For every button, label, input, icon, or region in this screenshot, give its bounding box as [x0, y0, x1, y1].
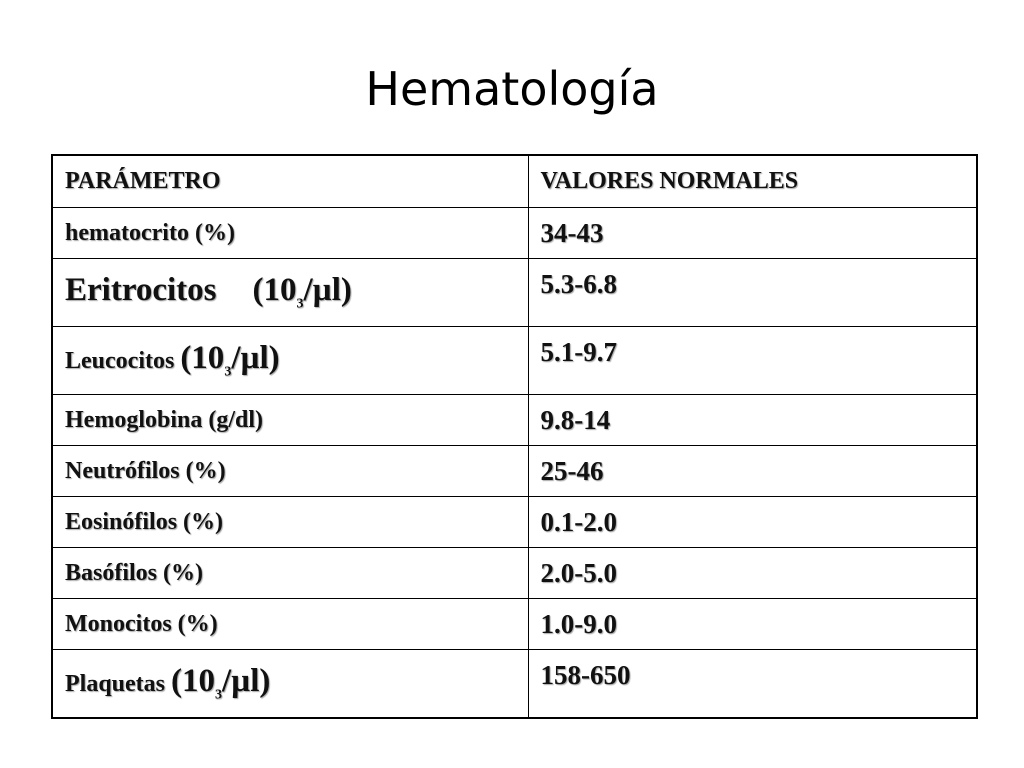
param-label: Monocitos (%) [65, 610, 218, 637]
header-param-label: PARÁMETRO [65, 168, 221, 194]
value-cell [528, 259, 977, 327]
header-param [52, 155, 528, 208]
param-label: Basófilos (%) [65, 559, 203, 586]
param-cell [52, 548, 528, 599]
hematology-table [51, 154, 978, 719]
value-label: 1.0-9.0 [540, 608, 617, 639]
value-label: 5.1-9.7 [540, 337, 617, 367]
param-label: Hemoglobina (g/dl) [65, 406, 264, 433]
unit-exponent: 3 [224, 364, 232, 380]
param-cell [52, 259, 528, 327]
table-row [52, 208, 977, 259]
value-cell [528, 599, 977, 650]
param-label: Eosinófilos (%) [65, 508, 224, 535]
table-row [52, 497, 977, 548]
param-cell [52, 208, 528, 259]
param-cell [52, 650, 528, 719]
unit-close: /µl) [303, 272, 352, 309]
param-label: hematocrito (%) [65, 219, 235, 246]
value-label: 34-43 [540, 217, 604, 248]
param-label: Neutrófilos (%) [65, 457, 226, 484]
param-cell [52, 497, 528, 548]
value-cell [528, 650, 977, 719]
value-label: 0.1-2.0 [540, 506, 617, 537]
value-cell [528, 446, 977, 497]
table-row [52, 650, 977, 719]
param-cell [52, 599, 528, 650]
value-cell [528, 208, 977, 259]
param-cell [52, 446, 528, 497]
table-header-row [52, 155, 977, 208]
param-cell [52, 327, 528, 395]
unit-close: /µl) [222, 663, 271, 700]
value-cell [528, 548, 977, 599]
unit-close: /µl) [231, 340, 280, 377]
unit-open: (10 [171, 663, 216, 700]
unit-open: (10 [180, 340, 225, 377]
param-label: Plaquetas [65, 671, 172, 698]
param-cell [52, 395, 528, 446]
value-cell [528, 327, 977, 395]
table-row [52, 599, 977, 650]
value-cell [528, 497, 977, 548]
table-row [52, 395, 977, 446]
value-cell [528, 395, 977, 446]
param-label: Eritrocitos [65, 272, 217, 309]
param-label: Leucocitos [65, 348, 181, 375]
table-row [52, 259, 977, 327]
value-label: 158-650 [540, 660, 631, 690]
unit-exponent: 3 [296, 296, 304, 312]
table-row [52, 548, 977, 599]
table-row [52, 446, 977, 497]
value-label: 5.3-6.8 [540, 269, 617, 299]
value-label: 25-46 [540, 455, 604, 486]
unit-exponent: 3 [215, 687, 223, 703]
header-value-label: VALORES NORMALES [540, 168, 799, 194]
param-unit [180, 340, 280, 380]
param-unit [252, 272, 352, 312]
value-label: 2.0-5.0 [540, 557, 617, 588]
unit-open: (10 [252, 272, 297, 309]
value-label: 9.8-14 [540, 404, 611, 435]
param-unit [171, 663, 271, 703]
header-value [528, 155, 977, 208]
slide-title: Hematología [365, 62, 659, 116]
table-row [52, 327, 977, 395]
